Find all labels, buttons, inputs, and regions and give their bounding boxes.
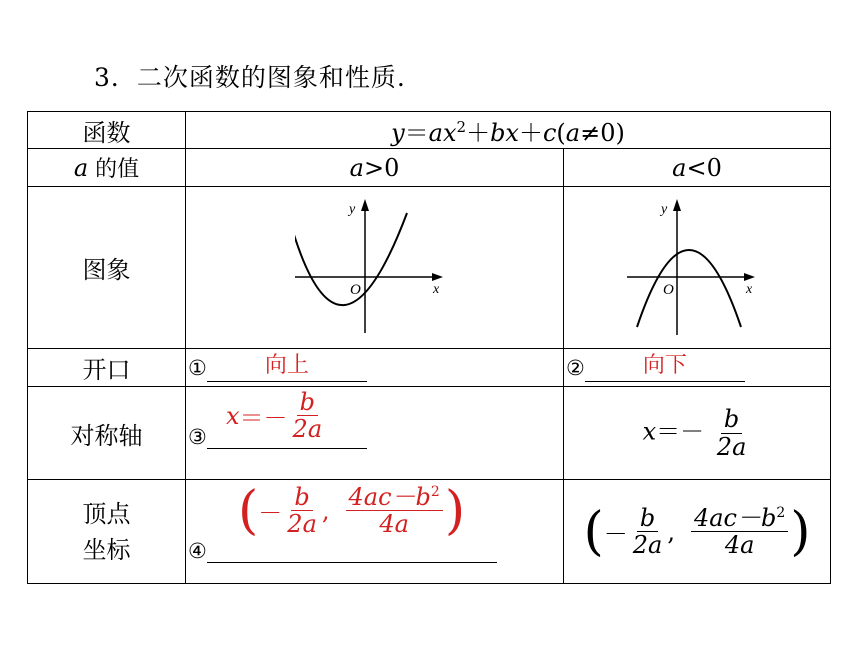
blank-1-number: ①: [188, 355, 207, 380]
y-axis-arrow-icon: [673, 199, 681, 211]
blank-3-number: ③: [188, 425, 207, 449]
opening-upward-cell: [186, 349, 564, 387]
row-graph: [28, 187, 831, 349]
axis-ans-x: x: [226, 401, 240, 430]
vertex-ans-frac1: [284, 484, 320, 538]
origin-label: O: [349, 281, 361, 298]
row-vertex: [28, 480, 831, 584]
blank-4-number: ④: [188, 539, 207, 563]
parabola-down-curve: [637, 250, 741, 327]
label-graph: 图象: [28, 187, 186, 349]
vertex-b: b: [637, 505, 658, 532]
vertex-den2: 4a: [724, 531, 755, 559]
axis-upward-cell: [186, 387, 564, 480]
label-axis: 对称轴: [28, 387, 186, 480]
vertex-ans-comma: ,: [321, 496, 330, 525]
axis-downward-cell: [564, 387, 831, 480]
section-heading: 3．二次函数的图象和性质.: [94, 63, 406, 92]
expr-plus1: ＋: [466, 118, 491, 147]
expr-a: a: [565, 118, 581, 147]
a-negative: [564, 149, 831, 187]
expr-y: y: [391, 118, 405, 147]
blank-2: [566, 349, 745, 386]
vertex-ans-den1: 2a: [287, 510, 317, 539]
vertex-minus: －: [603, 520, 628, 548]
vertex-frac2: [691, 505, 788, 559]
expr-c: c: [542, 118, 557, 147]
opening-downward-cell: [564, 349, 831, 387]
blank-3-answer: [226, 389, 327, 443]
label-opening: 开口: [28, 349, 186, 387]
expr-ax: ax: [428, 118, 457, 147]
blank-1-line: [207, 353, 367, 382]
neg-rest: <0: [686, 153, 722, 182]
vertex-ans-num2-text: 4ac－b: [348, 483, 431, 511]
vertex-comma: ,: [667, 517, 675, 546]
row-function: [28, 112, 831, 149]
graph-upward: [186, 187, 564, 349]
vertex-ans-minus: －: [258, 499, 283, 528]
x-axis-arrow-icon: [744, 273, 755, 281]
vertex-ans-num2: [346, 484, 443, 511]
row-opening: [28, 349, 831, 387]
blank-4-line: [207, 560, 497, 563]
expr-paren-open: (: [556, 118, 566, 147]
axis-ans-fraction: [290, 389, 326, 443]
vertex-frac1: [630, 505, 666, 559]
vertex-lparen: (: [583, 501, 604, 562]
vertex-downward-cell: [564, 480, 831, 584]
blank-2-line: [585, 353, 745, 382]
vertex-upward-cell: [186, 480, 564, 584]
blank-3-line: [207, 446, 367, 449]
parabola-up-graph: [295, 195, 455, 335]
expr-bx: bx: [490, 118, 519, 147]
axis-x: x: [642, 417, 657, 446]
vertex-sq: 2: [776, 504, 786, 521]
axis-eq: ＝－: [656, 417, 705, 446]
vertex-ans-rparen: ): [444, 480, 466, 541]
a-positive: [186, 149, 564, 187]
vertex-ans-frac2: [346, 484, 443, 538]
row-axis: [28, 387, 831, 480]
blank-2-number: ②: [566, 355, 585, 380]
expr-plus2: ＋: [518, 118, 543, 147]
axis-y-label: y: [348, 201, 355, 217]
vertex-ans-den2: 4a: [379, 510, 409, 539]
vertex-ans-sq: 2: [430, 484, 440, 500]
vertex-rparen: ): [790, 501, 811, 562]
vertex-num2: [691, 505, 788, 532]
label-vertex-line2: 坐标: [82, 535, 131, 564]
quadratic-properties-table: [27, 111, 831, 584]
expr-paren-close: ): [615, 118, 625, 147]
axis-fraction: [714, 406, 750, 460]
axis-ans-den: 2a: [292, 415, 323, 444]
vertex-den1: 2a: [632, 531, 663, 559]
pos-rest: >0: [363, 153, 400, 182]
expr-sq: 2: [456, 117, 467, 136]
axis-den: 2a: [716, 432, 747, 461]
axis-x-label: x: [746, 281, 753, 297]
blank-4-answer: [238, 480, 466, 541]
vertex-expression: [564, 501, 830, 562]
row-a-value: [28, 149, 831, 187]
axis-x-label: x: [432, 281, 439, 297]
axis-y-label: y: [661, 201, 668, 217]
label-vertex: [28, 480, 186, 584]
vertex-ans-lparen: (: [238, 480, 259, 541]
vertex-ans-b: b: [291, 484, 312, 511]
axis-ans-num: b: [297, 389, 318, 416]
vertex-num2-text: 4ac－b: [693, 503, 777, 532]
function-expression: [186, 112, 831, 149]
blank-1-answer: 向上: [264, 353, 309, 378]
neg-a: a: [672, 153, 687, 182]
parabola-down-graph: [627, 195, 767, 335]
label-a: a: [73, 154, 89, 182]
y-axis-arrow-icon: [361, 199, 369, 211]
axis-num: b: [721, 406, 742, 433]
label-function: 函数: [28, 112, 186, 149]
origin-label: O: [663, 281, 674, 298]
label-vertex-line1: 顶点: [82, 499, 131, 528]
axis-ans-eq: ＝－: [239, 404, 288, 433]
expr-neq: ≠0: [580, 118, 616, 147]
graph-downward: [564, 187, 831, 349]
blank-1: [188, 349, 367, 386]
label-a-value: [28, 149, 186, 187]
pos-a: a: [349, 153, 364, 182]
label-a-rest: 的值: [88, 157, 140, 182]
x-axis-arrow-icon: [432, 273, 443, 281]
expr-eq: ＝: [404, 118, 429, 147]
blank-2-answer: 向下: [642, 353, 687, 378]
